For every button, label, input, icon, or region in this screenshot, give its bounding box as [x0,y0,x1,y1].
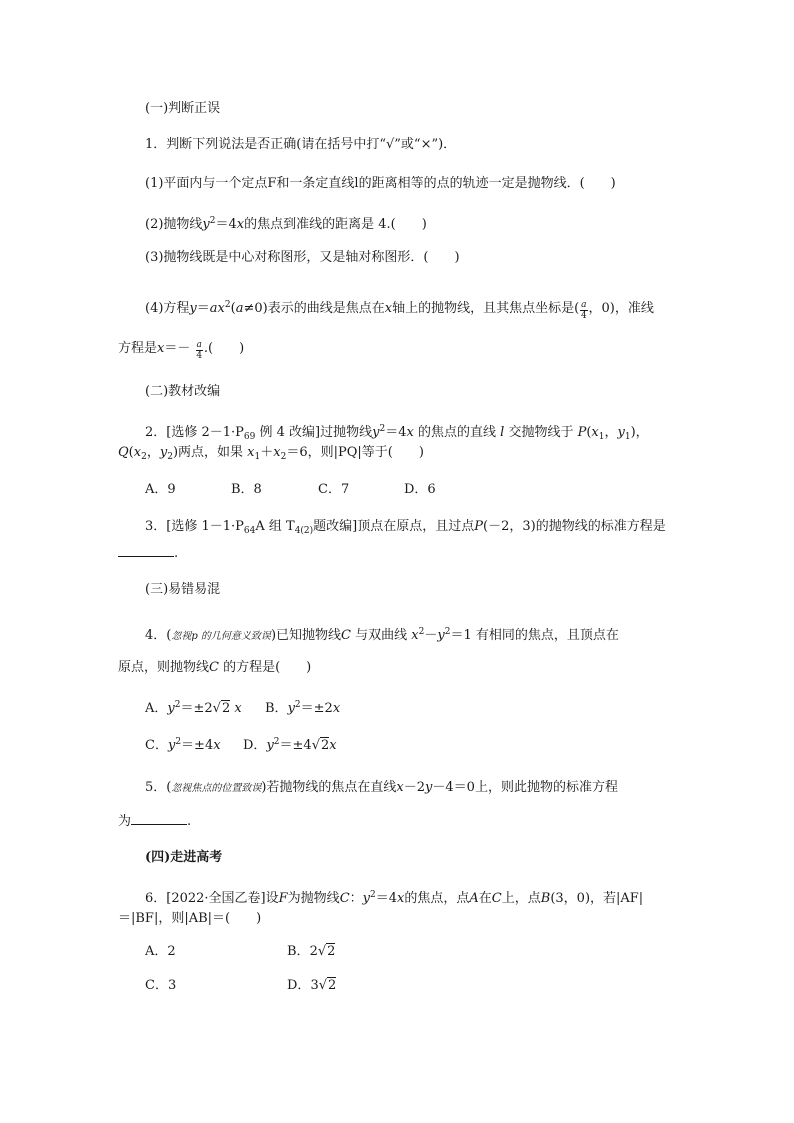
q3-source: 3．[选修 1－1·P [145,519,244,534]
q3-item-no: 4(2) [294,526,314,536]
q2-choice-a: A．9 [145,482,176,497]
q1-item-4-focus: 轴上的抛物线，且其焦点坐标是( [392,301,580,316]
q5-number: 5．( [145,780,172,795]
q3-group: A 组 T [255,519,295,534]
q3-end: . [174,546,179,561]
q6-text-d: 上，点 [501,891,541,906]
q1-item-4-line1: (4)方程$y=ax^2(a\ne 0)$表示的曲线是焦点在x轴上的抛物线，且其焦点坐标是( $\frac{a}{4}$ ，0)，准线 [145,300,654,321]
q6-text-a: 为抛物线 [287,891,340,906]
q6-choice-c: C．3 [145,978,177,993]
q5-end: . [187,814,192,829]
sqrt-2-icon: √2 [317,944,336,959]
q1-item-2-prefix: (2)抛物线 [145,217,203,232]
q3-text-b: 的抛物线的标准方程是 [535,519,666,534]
q2-text-a: 例 4 改编]过抛物线 [255,425,373,440]
section-heading-3: (三)易错易混 [145,582,221,597]
q6-choice-b: B．2√2 [287,944,336,959]
q1-item-4-line2: 方程是x＝－ $\frac{a}{4}$ .( ) [118,340,245,361]
q2-line1: 2．[选修 $2-1\cdot P_{69}$ 例 4 改编]过抛物线$y^2=4x$ 的焦点的直线 l 交抛物线于 $P(x_1$，$y_1$)， [145,424,649,442]
q1-item-4-end: .( ) [203,341,245,356]
q2-text-d: 两点，如果 [178,445,244,460]
q1-item-3: (3)抛物线既是中心对称图形，又是轴对称图形．( ) [145,250,460,265]
q6-choice-a: A．2 [145,944,176,959]
q4-choice-a: A．$y^2=\pm 2√2$ x [145,700,242,716]
q2-choice-c: C．7 [318,482,350,497]
q5-note: 忽视焦点的位置致误 [171,783,262,794]
q1-item-2-suffix: 的焦点到准线的距离是 4.( ) [244,217,427,232]
q3-line1: 3．[选修 $1-1\cdot P_{64}A$ 组 $T_{4(2)}$题改编]顶点在原点，且过点P(－2，3)的抛物线的标准方程是 [145,519,666,536]
q3-line2 [118,544,178,563]
q4-text-b: 与双曲线 [355,628,408,643]
q6-text-e: (3，0)，若|AF| [550,891,644,906]
q5-line1: 5．(忽视焦点的位置致误)若抛物线的焦点在直线x－2y－4＝0上，则此抛物的标准方程 [145,780,618,795]
q2-text-e: ，则|PQ|等于( ) [307,445,424,460]
q4-note: 忽视p 的几何意义致误 [171,631,271,642]
q1-item-4-prefix: (4)方程 [145,301,190,316]
q3-source-page: 64 [243,526,256,536]
q4-number: 4．( [145,628,172,643]
q5-text-a: )若抛物线的焦点在直线 [261,780,397,795]
sqrt-2-icon: √2 [311,738,330,753]
q2-choice-d: D．6 [404,482,436,497]
q1-item-4-mid: 表示的曲线是焦点在 [267,301,385,316]
q4-text-d: 原点，则抛物线 [118,660,210,675]
q4-choice-c: C．$y^2=\pm 4x$ [145,737,221,753]
q6-text-c: 在 [478,891,492,906]
fraction-a-over-4: $\frac{a}{4}$ [580,300,587,321]
q4-line2: 原点，则抛物线C 的方程是( ) [118,660,312,675]
q1-item-1-text: (1)平面内与一个定点F和一条定直线l的距离相等的点的轨迹一定是抛物线．( ) [145,176,616,191]
q4-choice-b-label: B． [265,701,288,716]
q6-source: 6．[2022·全国乙卷]设 [145,891,279,906]
sqrt-2-icon: √2 [318,978,337,993]
q4-choice-a-label: A． [145,701,168,716]
section-heading-1: (一)判断正误 [145,101,221,116]
q5-line2 [118,812,191,831]
q2-source-page: 69 [243,432,256,442]
q1-item-4-directrix-label: 方程是 [118,341,158,356]
q2-source: 2．[选修 2－1·P [145,425,244,440]
q6-text-b: 的焦点，点 [404,891,470,906]
q6-choice-b-label: B． [287,944,310,959]
q3-answer-blank[interactable] [118,544,174,557]
q2-text-b: 的焦点的直线 [417,425,496,440]
sqrt-2-icon: √2 [212,701,231,716]
q5-text-b: 上，则此抛物的标准方程 [474,780,618,795]
fraction-a-over-4-b: $\frac{a}{4}$ [196,340,203,361]
q5-answer-blank[interactable] [131,812,187,825]
q4-text-c: 有相同的焦点，且顶点在 [475,628,619,643]
q1-item-1 [145,175,616,193]
q4-choice-d: D．$y^2=\pm 4√2x$ [243,737,337,753]
q4-line1: 4．(忽视p 的几何意义致误)已知抛物线C 与双曲线 $x^2-y^2=1$ 有相同的焦点，且顶点在 [145,627,619,643]
q6-choice-d-label: D． [287,978,311,993]
q4-choice-c-label: C． [145,738,168,753]
q6-line1: 6．[2022·全国乙卷]设F为抛物线C：$y^2=4x$的焦点，点A在C上，点B(3，0)，若|AF| [145,890,644,906]
q6-line2: ＝|BF|，则|AB|＝( ) [118,911,262,926]
section-heading-2: (二)教材改编 [145,384,221,399]
q4-text-a: )已知抛物线 [270,628,342,643]
q3-text-a: 题改编]顶点在原点，且过点 [313,519,475,534]
q1-stem: 1．判断下列说法是否正确(请在括号中打“√”或“×”)． [145,137,457,152]
q1-item-4-tail: ，0)，准线 [588,301,654,316]
q5-text-c: 为 [118,814,132,829]
q2-choice-b: B．8 [231,482,262,497]
q4-text-e: 的方程是( ) [223,660,312,675]
q4-choice-d-label: D． [243,738,267,753]
section-heading-4: (四)走进高考 [145,850,223,865]
q2-line2: $Q(x_2$，$y_2$)两点，如果 $x_1+x_2=6$，则|PQ|等于( ) [118,445,424,462]
q4-choice-b: B．$y^2=\pm 2x$ [265,700,341,716]
q6-choice-d: D．3√2 [287,978,337,993]
q1-item-2: (2)抛物线$y^2=4x$的焦点到准线的距离是 4.( ) [145,216,427,232]
q2-text-c: 交抛物线于 [508,425,574,440]
